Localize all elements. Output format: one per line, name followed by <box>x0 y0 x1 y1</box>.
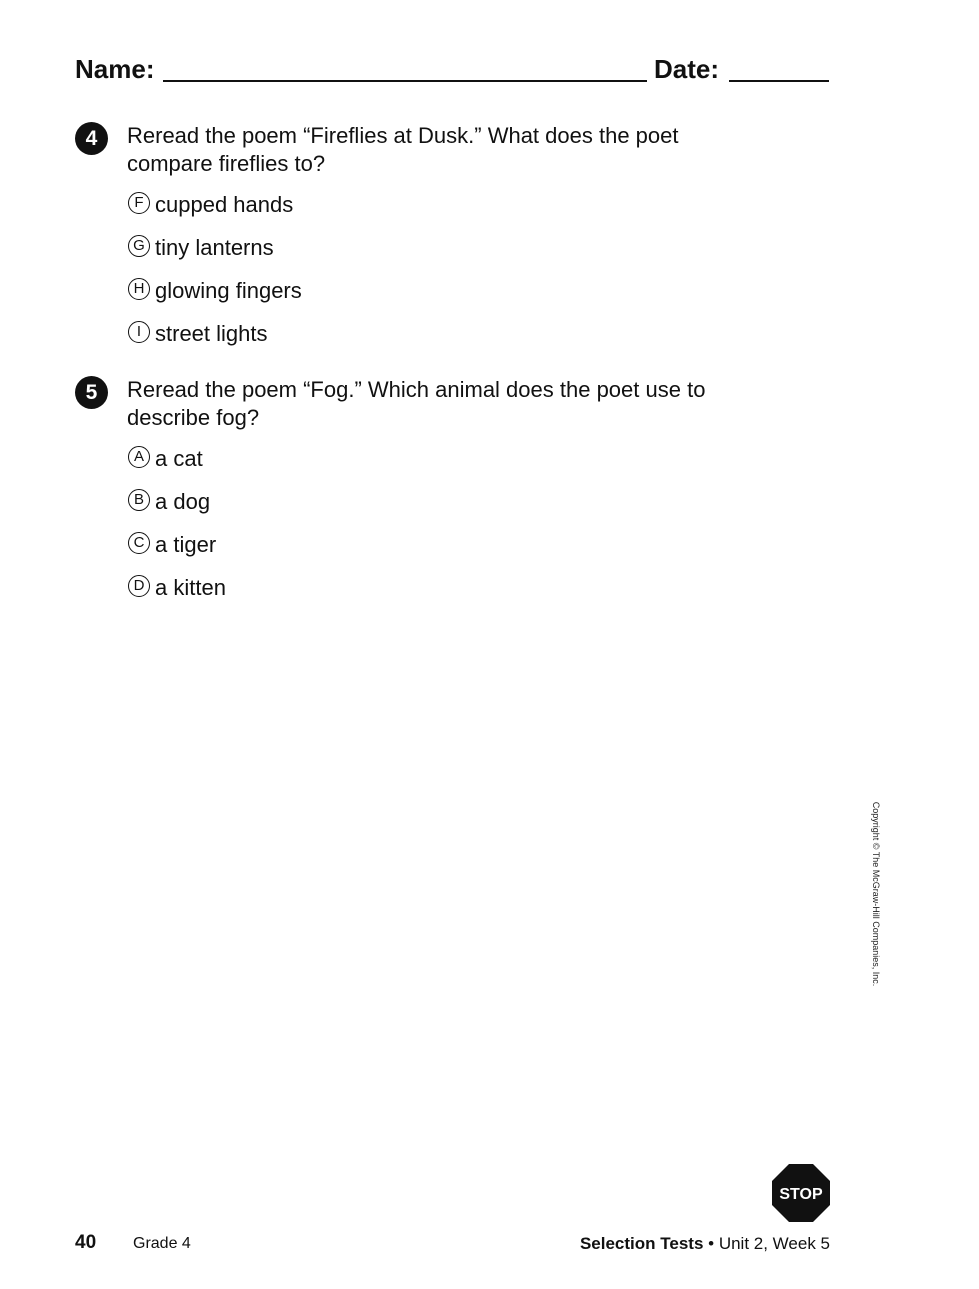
answer-text: a dog <box>155 489 211 514</box>
answer-option-f[interactable] <box>128 192 628 235</box>
date-field-line[interactable] <box>729 80 829 82</box>
answer-text: tiny lanterns <box>155 235 274 260</box>
answer-bubble[interactable]: G <box>128 235 150 257</box>
answer-bubble[interactable]: D <box>128 575 150 597</box>
answer-option-h[interactable] <box>128 278 628 321</box>
answer-text: a kitten <box>155 575 226 600</box>
answer-bubble[interactable]: B <box>128 489 150 511</box>
answer-text: cupped hands <box>155 192 294 217</box>
answer-text: glowing fingers <box>155 278 302 303</box>
copyright-notice: Copyright © The McGraw-Hill Companies, Inc. <box>871 801 881 987</box>
answer-text: a tiger <box>155 532 217 557</box>
answer-options <box>128 192 628 364</box>
answer-bubble[interactable]: H <box>128 278 150 300</box>
page-number: 40 <box>75 1232 97 1253</box>
grade-label: Grade 4 <box>133 1235 191 1252</box>
name-field-line[interactable] <box>163 80 647 82</box>
question-text: Reread the poem “Fog.” Which animal does the poet use to describe fog? <box>127 377 706 430</box>
section-title: Selection Tests <box>579 1234 704 1253</box>
stop-sign-label: STOP <box>779 1186 823 1203</box>
question-number-badge: 4 <box>75 122 108 155</box>
answer-options <box>128 446 628 618</box>
footer-separator: • <box>703 1234 719 1253</box>
stop-sign-icon <box>772 1164 830 1222</box>
answer-option-c[interactable] <box>128 532 628 575</box>
answer-option-a[interactable] <box>128 446 628 489</box>
answer-option-d[interactable] <box>128 575 628 618</box>
answer-option-b[interactable] <box>128 489 628 532</box>
answer-text: street lights <box>155 321 268 346</box>
date-label: Date: <box>654 54 720 84</box>
question-4 <box>75 122 795 362</box>
name-label: Name: <box>75 54 155 84</box>
answer-bubble[interactable]: I <box>128 321 150 343</box>
answer-option-g[interactable] <box>128 235 628 278</box>
question-5 <box>75 376 795 616</box>
unit-week: Unit 2, Week 5 <box>718 1234 830 1253</box>
answer-option-i[interactable] <box>128 321 628 364</box>
answer-bubble[interactable]: A <box>128 446 150 468</box>
question-number-badge: 5 <box>75 376 108 409</box>
question-text: Reread the poem “Fireflies at Dusk.” What does the poet compare fireflies to? <box>127 123 679 176</box>
answer-bubble[interactable]: C <box>128 532 150 554</box>
answer-bubble[interactable]: F <box>128 192 150 214</box>
footer-section-info <box>580 1234 830 1254</box>
name-date-header <box>75 52 830 86</box>
answer-text: a cat <box>155 446 203 471</box>
